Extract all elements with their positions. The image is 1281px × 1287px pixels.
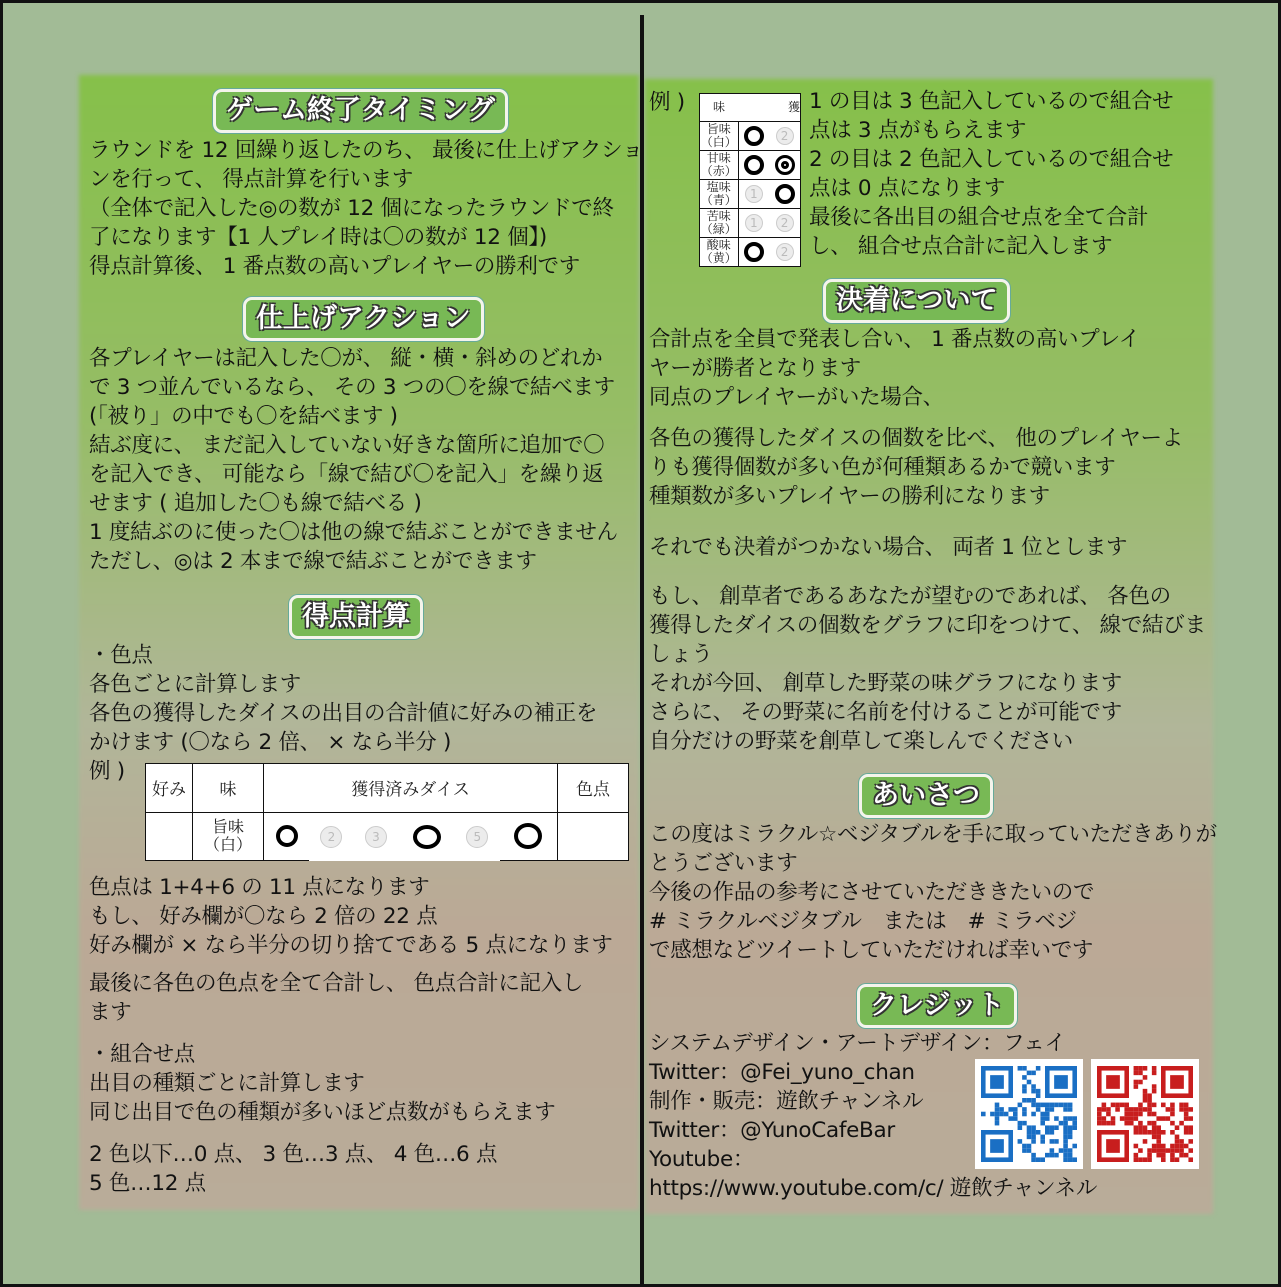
twitter-qr-code[interactable] (975, 1059, 1083, 1169)
dice-cell (354, 812, 399, 861)
taste-cell (700, 180, 739, 209)
dice-cell (738, 209, 769, 238)
finish-line: を記入でき、 可能なら「線で結び〇を記入」を繰り返 (89, 462, 604, 487)
color-point-cell (558, 812, 629, 861)
header-acquired-dice: 獲得済みダイス (264, 764, 558, 813)
dice-cell (500, 812, 558, 861)
color-point-example-table (145, 763, 629, 861)
section-title-tiebreak: 決着について (823, 279, 1010, 323)
color-point-line: ・色点 (89, 643, 153, 668)
graph-line: しょう (649, 642, 713, 667)
dice-cell (309, 812, 354, 861)
graph-line: 自分だけの野菜を創草して楽しんでください (649, 729, 1074, 754)
tiebreak-line: 同点のプレイヤーがいた場合、 (649, 385, 944, 410)
taste-color: （白） (203, 835, 252, 855)
graph-line: それが今回、 創草した野菜の味グラフになります (649, 671, 1122, 696)
game-end-line: 得点計算後、 1 番点数の高いプレイヤーの勝利です (89, 254, 580, 279)
taste-name: 苦味 (706, 209, 731, 223)
header-taste: 味 (700, 94, 739, 122)
tiebreak-line: 種類数が多いプレイヤーの勝利になります (649, 484, 1050, 509)
section-title-game-end: ゲーム終了タイミング (213, 89, 508, 133)
tiebreak-line: ヤーが勝者となります (649, 356, 862, 381)
result-line: もし、 好み欄が〇なら 2 倍の 22 点 (89, 904, 438, 929)
greeting-line: この度はミラクル☆ベジタブルを手に取っていただきありが (649, 822, 1217, 847)
graph-line: 獲得したダイスの個数をグラフに印をつけて、 線で結びま (649, 613, 1206, 638)
credit-line: 制作・販売：遊飲チャンネル (649, 1089, 924, 1114)
example-label: 例 ) (649, 90, 685, 115)
preference-cell (146, 812, 193, 861)
taste-color: （白） (700, 135, 737, 149)
dice-cell (455, 812, 500, 861)
game-end-line: 了になります【1 人プレイ時は〇の数が 12 個】) (89, 225, 547, 250)
header-color-point: 色点 (558, 764, 629, 813)
example-label: 例 ) (89, 759, 125, 784)
taste-color: （黄） (700, 251, 737, 265)
rate-line: 2 色以下…0 点、 3 色…3 点、 4 色…6 点 (89, 1142, 498, 1167)
circled-die-icon (744, 242, 764, 262)
empty-die-icon: 2 (776, 243, 794, 261)
total-line: ます (89, 1000, 132, 1025)
game-end-line: ンを行って、 得点計算を行います (89, 167, 414, 192)
dice-cell (264, 812, 310, 861)
total-line: 最後に各色の色点を全て合計し、 色点合計に記入し (89, 971, 584, 996)
dice-cell (769, 238, 800, 267)
example-explain-line: 点は 3 点がもらえます (809, 118, 1027, 143)
dice-cell (738, 238, 769, 267)
combo-line: 出目の種類ごとに計算します (89, 1071, 365, 1096)
tiebreak-line: それでも決着がつかない場合、 両者 1 位とします (649, 535, 1128, 560)
dice-cell (769, 122, 800, 151)
taste-name: 旨味 (211, 817, 244, 837)
section-title-credits: クレジット (857, 984, 1017, 1028)
dice-cell (769, 209, 800, 238)
circled-die-icon (413, 825, 441, 849)
empty-die-icon: 2 (776, 127, 794, 145)
combo-line: 同じ出目で色の種類が多いほど点数がもらえます (89, 1100, 556, 1125)
header-taste: 味 (193, 764, 264, 813)
game-end-line: ラウンドを 12 回繰り返したのち、 最後に仕上げアクショ (89, 138, 644, 163)
empty-die-icon: 5 (466, 826, 488, 848)
circled-die-icon (514, 823, 542, 849)
section-title-finish-action: 仕上げアクション (243, 297, 484, 341)
empty-die-icon: 2 (320, 826, 342, 848)
greeting-line: とうございます (649, 851, 798, 876)
color-point-line: 各色ごとに計算します (89, 672, 302, 697)
finish-line: せます ( 追加した〇も線で結べる ) (89, 491, 422, 516)
double-circle-die-icon (775, 155, 795, 175)
color-point-line: かけます (〇なら 2 倍、 × なら半分 ) (89, 730, 452, 755)
taste-name: 塩味 (706, 180, 731, 194)
tiebreak-line: りも獲得個数が多い色が何種類あるかで競います (649, 455, 1116, 480)
result-line: 色点は 1+4+6 の 11 点になります (89, 875, 430, 900)
taste-cell (700, 238, 739, 267)
circled-die-icon (775, 184, 795, 204)
section-title-greeting: あいさつ (859, 774, 993, 818)
empty-die-icon: 1 (745, 214, 763, 232)
finish-line: 各プレイヤーは記入した〇が、 縦・横・斜めのどれか (89, 346, 603, 371)
graph-line: さらに、 その野菜に名前を付けることが可能です (649, 700, 1122, 725)
header-dice-cut: 獲 (738, 94, 801, 122)
empty-die-icon: 2 (776, 214, 794, 232)
taste-color: （緑） (700, 222, 737, 236)
dice-cell (738, 122, 769, 151)
tiebreak-line: 合計点を全員で発表し合い、 1 番点数の高いプレイ (649, 327, 1140, 352)
dice-cell (398, 812, 455, 861)
empty-die-icon: 1 (745, 185, 763, 203)
circled-die-icon (744, 155, 764, 175)
dice-cell (738, 180, 769, 209)
youtube-qr-code[interactable] (1091, 1059, 1199, 1169)
fold-divider (640, 15, 644, 1287)
finish-line: ただし、◎は 2 本まで線で結ぶことができます (89, 549, 537, 574)
taste-cell (700, 209, 739, 238)
credit-line: Youtube： (649, 1147, 755, 1172)
color-point-line: 各色の獲得したダイスの出目の合計値に好みの補正を (89, 701, 598, 726)
taste-name: 甘味 (706, 151, 731, 165)
dice-cell (769, 151, 800, 180)
credit-line: システムデザイン・アートデザイン：フェイ (649, 1031, 1066, 1056)
finish-line: で 3 つ並んでいるなら、 その 3 つの〇を線で結べます (89, 375, 615, 400)
circled-die-icon (744, 126, 764, 146)
greeting-line: で感想などツイートしていただければ幸いです (649, 938, 1094, 963)
taste-cell (700, 151, 739, 180)
combo-example-table (699, 93, 801, 267)
taste-name: 酸味 (706, 238, 731, 252)
credit-twitter-link[interactable]: Twitter：@Fei_yuno_chan (649, 1060, 915, 1085)
result-line: 好み欄が × なら半分の切り捨てである 5 点になります (89, 933, 613, 958)
finish-line: 結ぶ度に、 まだ記入していない好きな箇所に追加で〇 (89, 433, 605, 458)
greeting-line: # ミラクルベジタブル または # ミラベジ (649, 909, 1077, 934)
taste-cell (193, 812, 264, 861)
example-explain-line: 点は 0 点になります (809, 176, 1006, 201)
qr-code-icon (981, 1065, 1077, 1163)
example-explain-line: 最後に各出目の組合せ点を全て合計 (809, 205, 1149, 230)
finish-line: 1 度結ぶのに使った〇は他の線で結ぶことができません (89, 520, 618, 545)
rate-line: 5 色…12 点 (89, 1171, 206, 1196)
greeting-line: 今後の作品の参考にさせていただききたいので (649, 880, 1095, 905)
taste-color: （青） (700, 193, 737, 207)
qr-code-icon (1097, 1065, 1193, 1163)
taste-color: （赤） (700, 164, 737, 178)
example-explain-line: 2 の目は 2 色記入しているので組合せ (809, 147, 1174, 172)
section-title-scoring: 得点計算 (289, 595, 423, 639)
taste-name: 旨味 (706, 122, 731, 136)
graph-line: もし、 創草者であるあなたが望むのであれば、 各色の (649, 584, 1171, 609)
dice-cell (769, 180, 800, 209)
header-preference: 好み (146, 764, 193, 813)
finish-line: (「被り」の中でも〇を結べます ) (89, 404, 398, 429)
empty-die-icon: 3 (365, 826, 387, 848)
credit-youtube-link[interactable]: https://www.youtube.com/c/ 遊飲チャンネル (649, 1176, 1098, 1201)
taste-cell (700, 122, 739, 151)
credit-twitter-link[interactable]: Twitter：@YunoCafeBar (649, 1118, 895, 1143)
combo-line: ・組合せ点 (89, 1042, 196, 1067)
example-explain-line: し、 組合せ点合計に記入します (809, 234, 1113, 259)
tiebreak-line: 各色の獲得したダイスの個数を比べ、 他のプレイヤーよ (649, 426, 1183, 451)
game-end-line: （全体で記入した◎の数が 12 個になったラウンドで終 (89, 196, 614, 221)
example-explain-line: 1 の目は 3 色記入しているので組合せ (809, 89, 1174, 114)
circled-die-icon (276, 825, 298, 847)
dice-cell (738, 151, 769, 180)
